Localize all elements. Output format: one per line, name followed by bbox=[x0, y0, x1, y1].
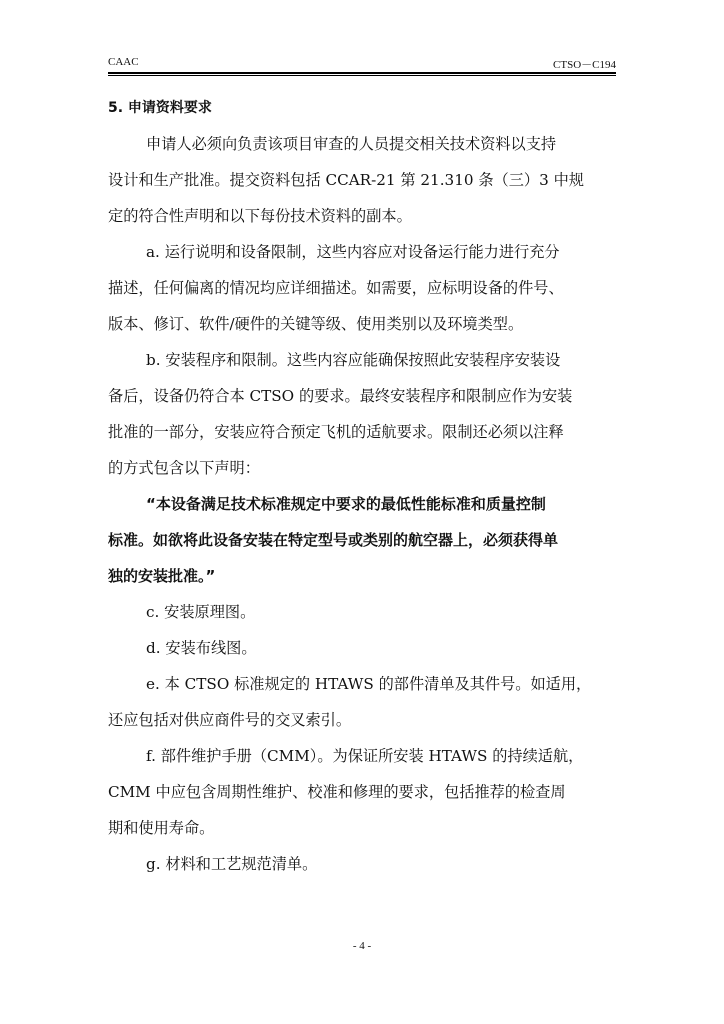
section-title: 5. 申请资料要求 bbox=[108, 100, 212, 116]
text-line: a. 运行说明和设备限制，这些内容应对设备运行能力进行充分 bbox=[146, 243, 560, 261]
text-line: d. 安装布线图。 bbox=[146, 639, 257, 657]
text-line: 设计和生产批准。提交资料包括 CCAR-21 第 21.310 条（三）3 中规 bbox=[108, 171, 584, 189]
text-line: CMM 中应包含周期性维护、校准和修理的要求，包括推荐的检查周 bbox=[108, 783, 566, 801]
header-rule-thin bbox=[108, 75, 616, 76]
text-line: 申请人必须向负责该项目审查的人员提交相关技术资料以支持 bbox=[146, 135, 557, 153]
text-line: e. 本 CTSO 标准规定的 HTAWS 的部件清单及其件号。如适用， bbox=[146, 675, 592, 693]
paragraph-intro bbox=[108, 126, 616, 234]
text-line: 版本、修订、软件/硬件的关键等级、使用类别以及环境类型。 bbox=[108, 315, 524, 333]
paragraph-statement bbox=[108, 486, 616, 594]
text-line: g. 材料和工艺规范清单。 bbox=[146, 855, 318, 873]
paragraph-b bbox=[108, 342, 616, 486]
text-line: b. 安装程序和限制。这些内容应能确保按照此安装程序安装设 bbox=[146, 351, 561, 369]
paragraph-g bbox=[108, 846, 616, 882]
text-line: 批准的一部分，安装应符合预定飞机的适航要求。限制还必须以注释 bbox=[108, 423, 564, 441]
header-rule-thick bbox=[108, 72, 616, 74]
page-body bbox=[108, 90, 616, 882]
text-line: 描述，任何偏离的情况均应详细描述。如需要，应标明设备的件号、 bbox=[108, 279, 564, 297]
text-line: f. 部件维护手册（CMM）。为保证所安装 HTAWS 的持续适航， bbox=[146, 747, 584, 765]
text-line: 独的安装批准。” bbox=[108, 567, 216, 585]
text-line: 备后，设备仍符合本 CTSO 的要求。最终安装程序和限制应作为安装 bbox=[108, 387, 573, 405]
paragraph-e bbox=[108, 666, 616, 738]
text-line: 的方式包含以下声明： bbox=[108, 459, 260, 477]
paragraph-f bbox=[108, 738, 616, 846]
text-line: 标准。如欲将此设备安装在特定型号或类别的航空器上，必须获得单 bbox=[108, 531, 559, 549]
header-left: CAAC bbox=[108, 56, 139, 68]
running-header bbox=[108, 56, 616, 70]
paragraph-c bbox=[108, 594, 616, 630]
paragraph-d bbox=[108, 630, 616, 666]
header-right: CTSO－C194 bbox=[553, 59, 616, 71]
text-line: 还应包括对供应商件号的交叉索引。 bbox=[108, 711, 351, 729]
page-number: - 4 - bbox=[352, 940, 372, 952]
text-line: c. 安装原理图。 bbox=[146, 603, 256, 621]
text-line: 定的符合性声明和以下每份技术资料的副本。 bbox=[108, 207, 412, 225]
text-line: “本设备满足技术标准规定中要求的最低性能标准和质量控制 bbox=[146, 495, 546, 513]
paragraph-a bbox=[108, 234, 616, 342]
text-line: 期和使用寿命。 bbox=[108, 819, 215, 837]
